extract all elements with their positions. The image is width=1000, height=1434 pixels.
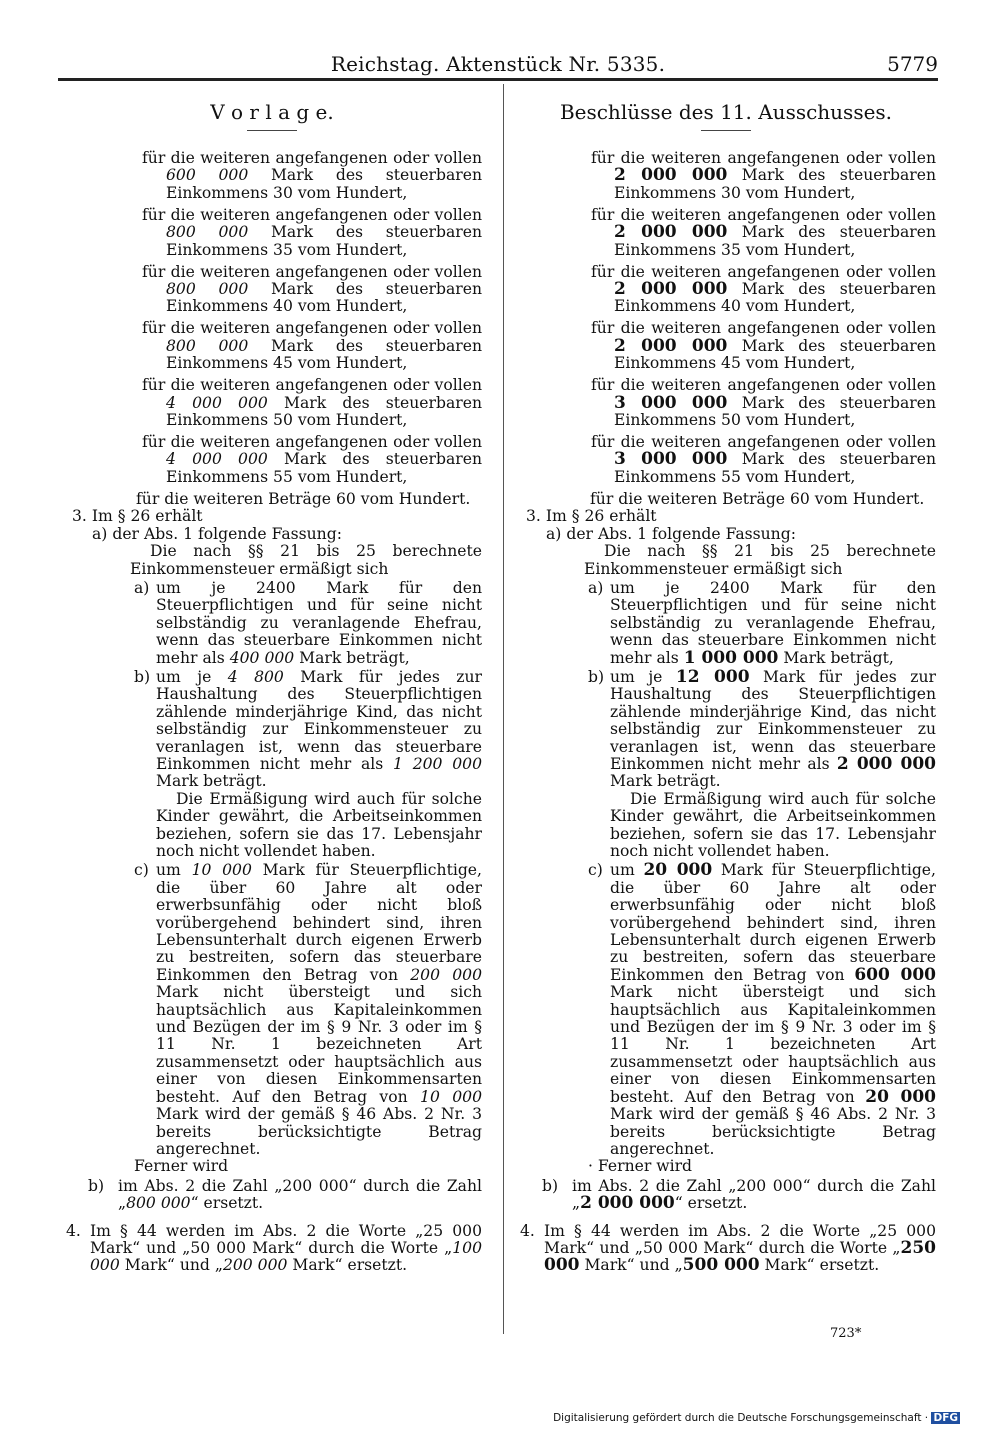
right-rate-item [516, 434, 936, 486]
text-run: um [610, 861, 644, 880]
text-run: Mark für Steuerpflichtige, die über 60 Jahre alt oder erwerbsunfähig oder nicht bloß vorübergehend behindert sind, ihren Lebensunterhalt durch eigenen Erwerb zu bestreiten, sofern das steuerbare Einkommen den Betrag von [610, 861, 936, 984]
text-run: Mark für Steuerpflichtige, die über 60 Jahre alt oder erwerbsunfähig oder nicht bloß vorübergehend behindert sind, ihren Lebensunterhalt durch eigenen Erwerb zu bestreiten, sofern das steuerbare Einkommen den Betrag von [156, 861, 482, 984]
left-rate-item [62, 207, 482, 259]
rate-amount: 4 000 000 [166, 393, 268, 412]
section-intro: Die nach §§ 21 bis 25 berechnete Einkommensteuer ermäßigt sich [584, 542, 936, 578]
left-rate-item [62, 264, 482, 316]
right-rate-item [516, 377, 936, 429]
rate-text: Mark des steuerbaren Einkommens 55 vom Hundert, [166, 450, 482, 486]
left-rate-list [62, 150, 482, 508]
rate-amount: 800 000 [166, 336, 249, 355]
section-3-heading: 3. Im § 26 erhält [72, 507, 203, 526]
text-run: Mark beträgt, [294, 648, 410, 667]
rate-text: Mark des steuerbaren Einkommens 45 vom Hundert, [166, 336, 483, 373]
text-run: Mark“ ersetzt. [287, 1256, 408, 1275]
list-item-b [516, 666, 937, 791]
left-heading-text: V o r l a g e. [210, 100, 334, 124]
list-item-c [62, 862, 482, 1158]
rate-line: für die weiteren angefangenen oder vollen [591, 149, 936, 167]
rate-rest [516, 224, 936, 259]
final-rate: für die weiteren Beträge 60 vom Hundert. [136, 489, 471, 508]
rate-text: Mark des steuerbaren Einkommens 40 vom Hundert, [614, 280, 936, 316]
amount: 250 000 [544, 1237, 936, 1276]
text-run: Mark für jedes zur Haushaltung des Steuerpflichtigen zählende minderjährige Kind, das nicht selbständig zur Einkommensteuer zu veranlagen ist, wenn das steuerbare Einkommen nicht mehr als [610, 667, 937, 773]
section-intro: Die nach §§ 21 bis 25 berechnete Einkommensteuer ermäßigt sich [130, 542, 482, 578]
rate-text: Mark des steuerbaren Einkommens 30 vom Hundert, [614, 166, 936, 202]
rate-rest [516, 335, 936, 373]
rate-text: Mark des steuerbaren Einkommens 50 vom Hundert, [166, 393, 482, 430]
amount: 2 000 000 [836, 753, 937, 774]
right-rate-list [516, 150, 936, 508]
rate-rest [62, 224, 482, 259]
right-rate-item [516, 320, 936, 372]
item-text [90, 1223, 482, 1275]
text-run: Mark“ und „ [119, 1256, 223, 1275]
text-run: um [156, 861, 192, 880]
subsection-b [62, 1178, 482, 1213]
list-item-a [62, 580, 482, 667]
rate-amount: 4 000 000 [166, 450, 268, 469]
right-heading-text: Beschlüsse des 11. Ausschusses. [559, 100, 893, 124]
item-label: b) [134, 667, 151, 686]
text-run: “ ersetzt. [190, 1194, 264, 1213]
amount: 20 000 [643, 860, 713, 881]
text-run: Mark für jedes zur Haushaltung des Steuerpflichtigen zählende minderjährige Kind, das nicht selbständig zur Einkommensteuer zu veranlagen ist, wenn das steuerbare Einkommen nicht mehr als [156, 667, 482, 773]
left-column [62, 150, 482, 1275]
rate-line: für die weiteren angefangenen oder vollen [142, 262, 482, 281]
rate-line: für die weiteren angefangenen oder vollen [142, 149, 482, 167]
rate-amount: 3 000 000 [614, 449, 728, 470]
rate-amount: 3 000 000 [614, 392, 728, 413]
rate-rest [516, 281, 936, 316]
text-run: “ ersetzt. [674, 1194, 748, 1213]
final-rate: für die weiteren Beträge 60 vom Hundert. [590, 489, 925, 508]
rate-rest [62, 281, 482, 316]
rate-line: für die weiteren angefangenen oder vollen [591, 376, 936, 395]
rate-rest [62, 451, 482, 486]
left-column-heading [62, 100, 482, 131]
ferner-wird: · Ferner wird [588, 1157, 693, 1176]
amount: 200 000 [410, 965, 482, 984]
rate-amount: 800 000 [166, 280, 249, 299]
rate-amount: 800 000 [166, 223, 249, 242]
right-rate-item [516, 207, 936, 259]
item-label: a) [588, 578, 604, 597]
text-run: Mark“ ersetzt. [759, 1256, 880, 1275]
subsection-b [516, 1178, 936, 1213]
right-column-heading [516, 100, 936, 131]
amount: 600 000 [854, 964, 937, 985]
item-text [572, 1178, 936, 1213]
item-label: b) [588, 667, 605, 686]
text-run: Mark wird der gemäß § 46 Abs. 2 Nr. 3 bereits berücksichtigte Betrag angerechnet. [156, 1105, 482, 1158]
document-title: Reichstag. Aktenstück Nr. 5335. [330, 52, 666, 76]
amount: 10 000 [420, 1087, 482, 1106]
rate-amount: 2 000 000 [614, 335, 728, 356]
text-run: um je 2400 Mark für den Steuerpflichtigen und für seine nicht selbständig zu veranlagende Ehefrau, wenn das steuerbare Einkommen nicht mehr als [156, 578, 482, 667]
right-column [516, 150, 936, 1275]
rate-line: für die weiteren angefangenen oder vollen [591, 433, 936, 452]
text-run: Mark beträgt. [610, 772, 721, 791]
item-text [156, 669, 482, 791]
section-3a-heading: a) der Abs. 1 folgende Fassung: [92, 524, 342, 543]
item-text [610, 862, 936, 1158]
rate-rest [62, 167, 482, 202]
rate-text: Mark des steuerbaren Einkommens 30 vom Hundert, [166, 166, 483, 202]
list-item-b [62, 669, 482, 791]
left-rate-item [62, 150, 482, 202]
text-run: Im § 44 werden im Abs. 2 die Worte „25 000 Mark“ und „50 000 Mark“ durch die Worte „ [90, 1221, 482, 1257]
item-b-paragraph: Die Ermäßigung wird auch für solche Kinder gewährt, die Arbeitseinkommen beziehen, sofern sie das 17. Lebensjahr noch nicht vollendet haben. [156, 789, 482, 860]
amount: 800 000 [126, 1194, 191, 1213]
rate-line: für die weiteren angefangenen oder vollen [591, 319, 936, 338]
rate-text: Mark des steuerbaren Einkommens 50 vom Hundert, [614, 393, 936, 430]
text-run: Mark nicht übersteigt und sich hauptsächlich aus Kapitaleinkommen und Bezügen der im § 9 Nr. 3 oder im § 11 Nr. 1 bezeichneten Art zusammensetzt oder hauptsächlich aus einer von diesen Einkommensarten besteht. Auf den Betrag von [610, 983, 936, 1106]
item-label: b) [88, 1176, 105, 1195]
rate-amount: 2 000 000 [614, 222, 728, 243]
left-rate-item [62, 377, 482, 429]
list-item-a [516, 580, 936, 667]
amount: 10 000 [191, 861, 252, 880]
item-label: 4. [520, 1221, 535, 1240]
text-run: Im § 44 werden im Abs. 2 die Worte „25 000 Mark“ und „50 000 Mark“ durch die Worte „ [544, 1221, 936, 1257]
item-text [544, 1223, 936, 1275]
amount: 200 000 [222, 1256, 288, 1275]
right-rate-item [516, 264, 936, 316]
text-run: um je [156, 667, 228, 686]
rate-text: Mark des steuerbaren Einkommens 45 vom Hundert, [614, 336, 936, 373]
left-rate-item [62, 320, 482, 372]
rate-rest [516, 167, 936, 202]
section-3a-heading: a) der Abs. 1 folgende Fassung: [546, 524, 796, 543]
section-3-heading: 3. Im § 26 erhält [526, 507, 657, 526]
amount: 2 000 000 [580, 1193, 675, 1214]
text-run: im Abs. 2 die Zahl „200 000“ durch die Zahl „ [118, 1176, 482, 1213]
item-label: c) [588, 861, 603, 880]
rate-line: für die weiteren angefangenen oder vollen [142, 205, 482, 224]
text-run: Mark beträgt, [778, 648, 894, 667]
rate-amount: 2 000 000 [614, 279, 728, 300]
item-label: c) [134, 861, 149, 880]
item-text [156, 862, 482, 1158]
digitization-footer [553, 1412, 960, 1424]
section-4 [516, 1223, 936, 1275]
footer-text: Digitalisierung gefördert durch die Deutsche Forschungsgemeinschaft · [553, 1412, 929, 1424]
text-run: Mark“ und „ [579, 1256, 683, 1275]
amount: 20 000 [865, 1086, 937, 1107]
rate-text: Mark des steuerbaren Einkommens 35 vom Hundert, [614, 223, 936, 259]
ferner-wird: Ferner wird [134, 1157, 229, 1176]
rate-rest [62, 338, 482, 373]
amount: 100 000 [90, 1238, 482, 1275]
right-rate-item [516, 150, 936, 202]
rate-text: Mark des steuerbaren Einkommens 40 vom Hundert, [166, 280, 483, 316]
list-item-c [516, 862, 936, 1158]
rate-line: für die weiteren angefangenen oder vollen [142, 433, 482, 452]
amount: 1 000 000 [683, 647, 779, 668]
text-run: um je 2400 Mark für den Steuerpflichtigen und für seine nicht selbständig zu veranlagende Ehefrau, wenn das steuerbare Einkommen nicht mehr als [610, 578, 936, 667]
item-b-paragraph: Die Ermäßigung wird auch für solche Kinder gewährt, die Arbeitseinkommen beziehen, sofern sie das 17. Lebensjahr noch nicht vollendet haben. [610, 789, 936, 860]
amount: 4 800 [227, 667, 284, 686]
right-heading-rule [701, 130, 751, 131]
text-run: um je [610, 667, 676, 686]
item-text [156, 580, 482, 667]
item-text [610, 580, 936, 667]
text-run: Mark wird der gemäß § 46 Abs. 2 Nr. 3 bereits berücksichtigte Betrag angerechnet. [610, 1105, 936, 1158]
rate-rest [516, 451, 936, 486]
rate-amount: 600 000 [166, 166, 249, 185]
rate-line: für die weiteren angefangenen oder vollen [142, 376, 482, 395]
item-text [610, 666, 937, 791]
rate-rest [516, 392, 936, 430]
page-header [58, 52, 938, 78]
amount: 500 000 [682, 1255, 760, 1276]
header-rule [58, 78, 938, 81]
dfg-logo: DFG [933, 1412, 958, 1424]
rate-rest [62, 395, 482, 430]
rate-amount: 2 000 000 [614, 165, 728, 186]
page-number: 5779 [887, 52, 938, 76]
left-heading-rule [247, 130, 297, 131]
item-label: a) [134, 578, 150, 597]
text-run: Mark beträgt. [156, 772, 267, 791]
rate-line: für die weiteren angefangenen oder vollen [591, 205, 936, 224]
rate-text: Mark des steuerbaren Einkommens 55 vom Hundert, [614, 450, 936, 486]
signature-mark: 723* [830, 1326, 862, 1341]
amount: 1 200 000 [393, 754, 482, 773]
rate-text: Mark des steuerbaren Einkommens 35 vom Hundert, [166, 223, 483, 259]
rate-line: für die weiteren angefangenen oder vollen [591, 262, 936, 281]
text-run: im Abs. 2 die Zahl „200 000“ durch die Zahl „ [572, 1176, 936, 1213]
text-run: Mark nicht übersteigt und sich hauptsächlich aus Kapitaleinkommen und Bezügen der im § 9 Nr. 3 oder im § 11 Nr. 1 bezeichneten Art zusammensetzt oder hauptsächlich aus einer von diesen Einkommensarten besteht. Auf den Betrag von [156, 983, 482, 1106]
amount: 400 000 [229, 648, 295, 667]
item-label: b) [542, 1176, 559, 1195]
column-divider [503, 84, 504, 1334]
rate-line: für die weiteren angefangenen oder vollen [142, 319, 482, 338]
amount: 12 000 [675, 666, 750, 687]
item-text [118, 1178, 482, 1213]
section-4 [62, 1223, 482, 1275]
left-rate-item [62, 434, 482, 486]
item-label: 4. [66, 1221, 81, 1240]
